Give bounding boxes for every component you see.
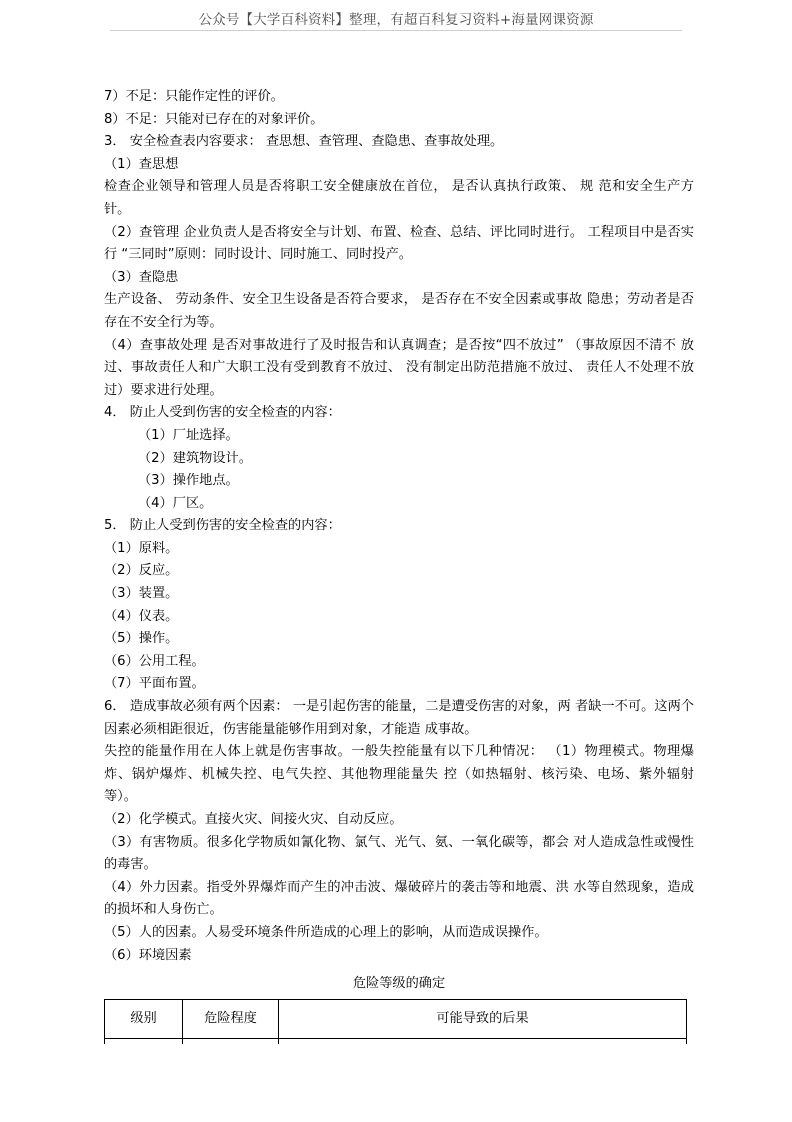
paragraph: （2）查管理 企业负责人是否将安全与计划、布置、检查、总结、评比同时进行。 工程项目中是否实行 “三同时”原则：同时设计、同时施工、同时投产。 <box>104 224 694 263</box>
list-item: （4）仪表。 <box>104 608 179 624</box>
list-item: （3）装置。 <box>104 586 179 602</box>
paragraph: （1）查思想 <box>104 156 179 172</box>
header-divider <box>110 30 682 31</box>
list-item: （7）平面布置。 <box>104 676 205 692</box>
paragraph: （4）外力因素。指受外界爆炸而产生的冲击波、爆破碎片的袭击等和地震、洪 水等自然现象，造成的损坏和人身伤亡。 <box>104 879 694 918</box>
paragraph: 8）不足：只能对已存在的对象评价。 <box>104 111 324 127</box>
table-header-cell: 可能导致的后果 <box>279 1000 687 1039</box>
paragraph: 检查企业领导和管理人员是否将职工安全健康放在首位， 是否认真执行政策、 规 范和安全生产方针。 <box>104 179 694 217</box>
page-bottom-margin <box>0 1044 792 1122</box>
list-item: （1）原料。 <box>104 540 179 556</box>
paragraph: 7）不足：只能作定性的评价。 <box>104 89 284 104</box>
table-header-cell: 危险程度 <box>183 1000 279 1039</box>
paragraph: （3）有害物质。很多化学物质如氰化物、氯气、光气、氨、一氧化碳等，都会 对人造成急性或慢性的毒害。 <box>104 834 694 873</box>
list-item: （5）操作。 <box>104 631 179 647</box>
paragraph: （2）化学模式。直接火灾、间接火灾、自动反应。 <box>104 812 403 827</box>
paragraph: 生产设备、 劳动条件、安全卫生设备是否符合要求， 是否存在不安全因素或事故 隐患；劳动者是否存在不安全行为等。 <box>104 292 694 330</box>
paragraph: 5． 防止人受到伤害的安全检查的内容： <box>104 518 341 534</box>
paragraph: （5）人的因素。人易受环境条件所造成的心理上的影响，从而造成误操作。 <box>104 924 548 940</box>
list-item: （3）操作地点。 <box>138 473 239 489</box>
table-header-cell: 级别 <box>105 1000 183 1039</box>
list-item: （6）公用工程。 <box>104 653 205 669</box>
paragraph: （4）查事故处理 是否对事故进行了及时报告和认真调查；是否按“四不放过” （事故原因不清不 放过、事故责任人和广大职工没有受到教育不放过、 没有制定出防范措施不放过、 责任人不处理不放过）要求进行处理。 <box>104 337 694 398</box>
document-body <box>104 86 694 1078</box>
list-item: （2）反应。 <box>104 563 179 579</box>
paragraph: 失控的能量作用在人体上就是伤害事故。一般失控能量有以下几种情况： （1）物理模式。物理爆炸、锅炉爆炸、机械失控、电气失控、其他物理能量失 控（如热辐射、核污染、电场、紫外辐射等）。 <box>104 744 694 805</box>
paragraph: （3）查隐患 <box>104 269 179 285</box>
table-header-row <box>105 1000 687 1039</box>
paragraph: 6． 造成事故必须有两个因素： 一是引起伤害的能量，二是遭受伤害的对象，两 者缺一不可。这两个因素必须相距很近，伤害能量能够作用到对象，才能造 成事故。 <box>104 699 694 737</box>
paragraph: 4． 防止人受到伤害的安全检查的内容： <box>104 405 341 421</box>
paragraph: 3． 安全检查表内容要求： 查思想、查管理、查隐患、查事故处理。 <box>104 134 504 150</box>
paragraph: （6）环境因素 <box>104 947 192 963</box>
list-item: （1）厂址选择。 <box>138 427 239 443</box>
page-header-banner: 公众号【大学百科资料】整理，有超百科复习资料+海量网课资源 <box>198 12 594 28</box>
table-title: 危险等级的确定 <box>352 976 446 992</box>
list-item: （2）建筑物设计。 <box>138 450 252 466</box>
list-item: （4）厂区。 <box>138 495 213 511</box>
